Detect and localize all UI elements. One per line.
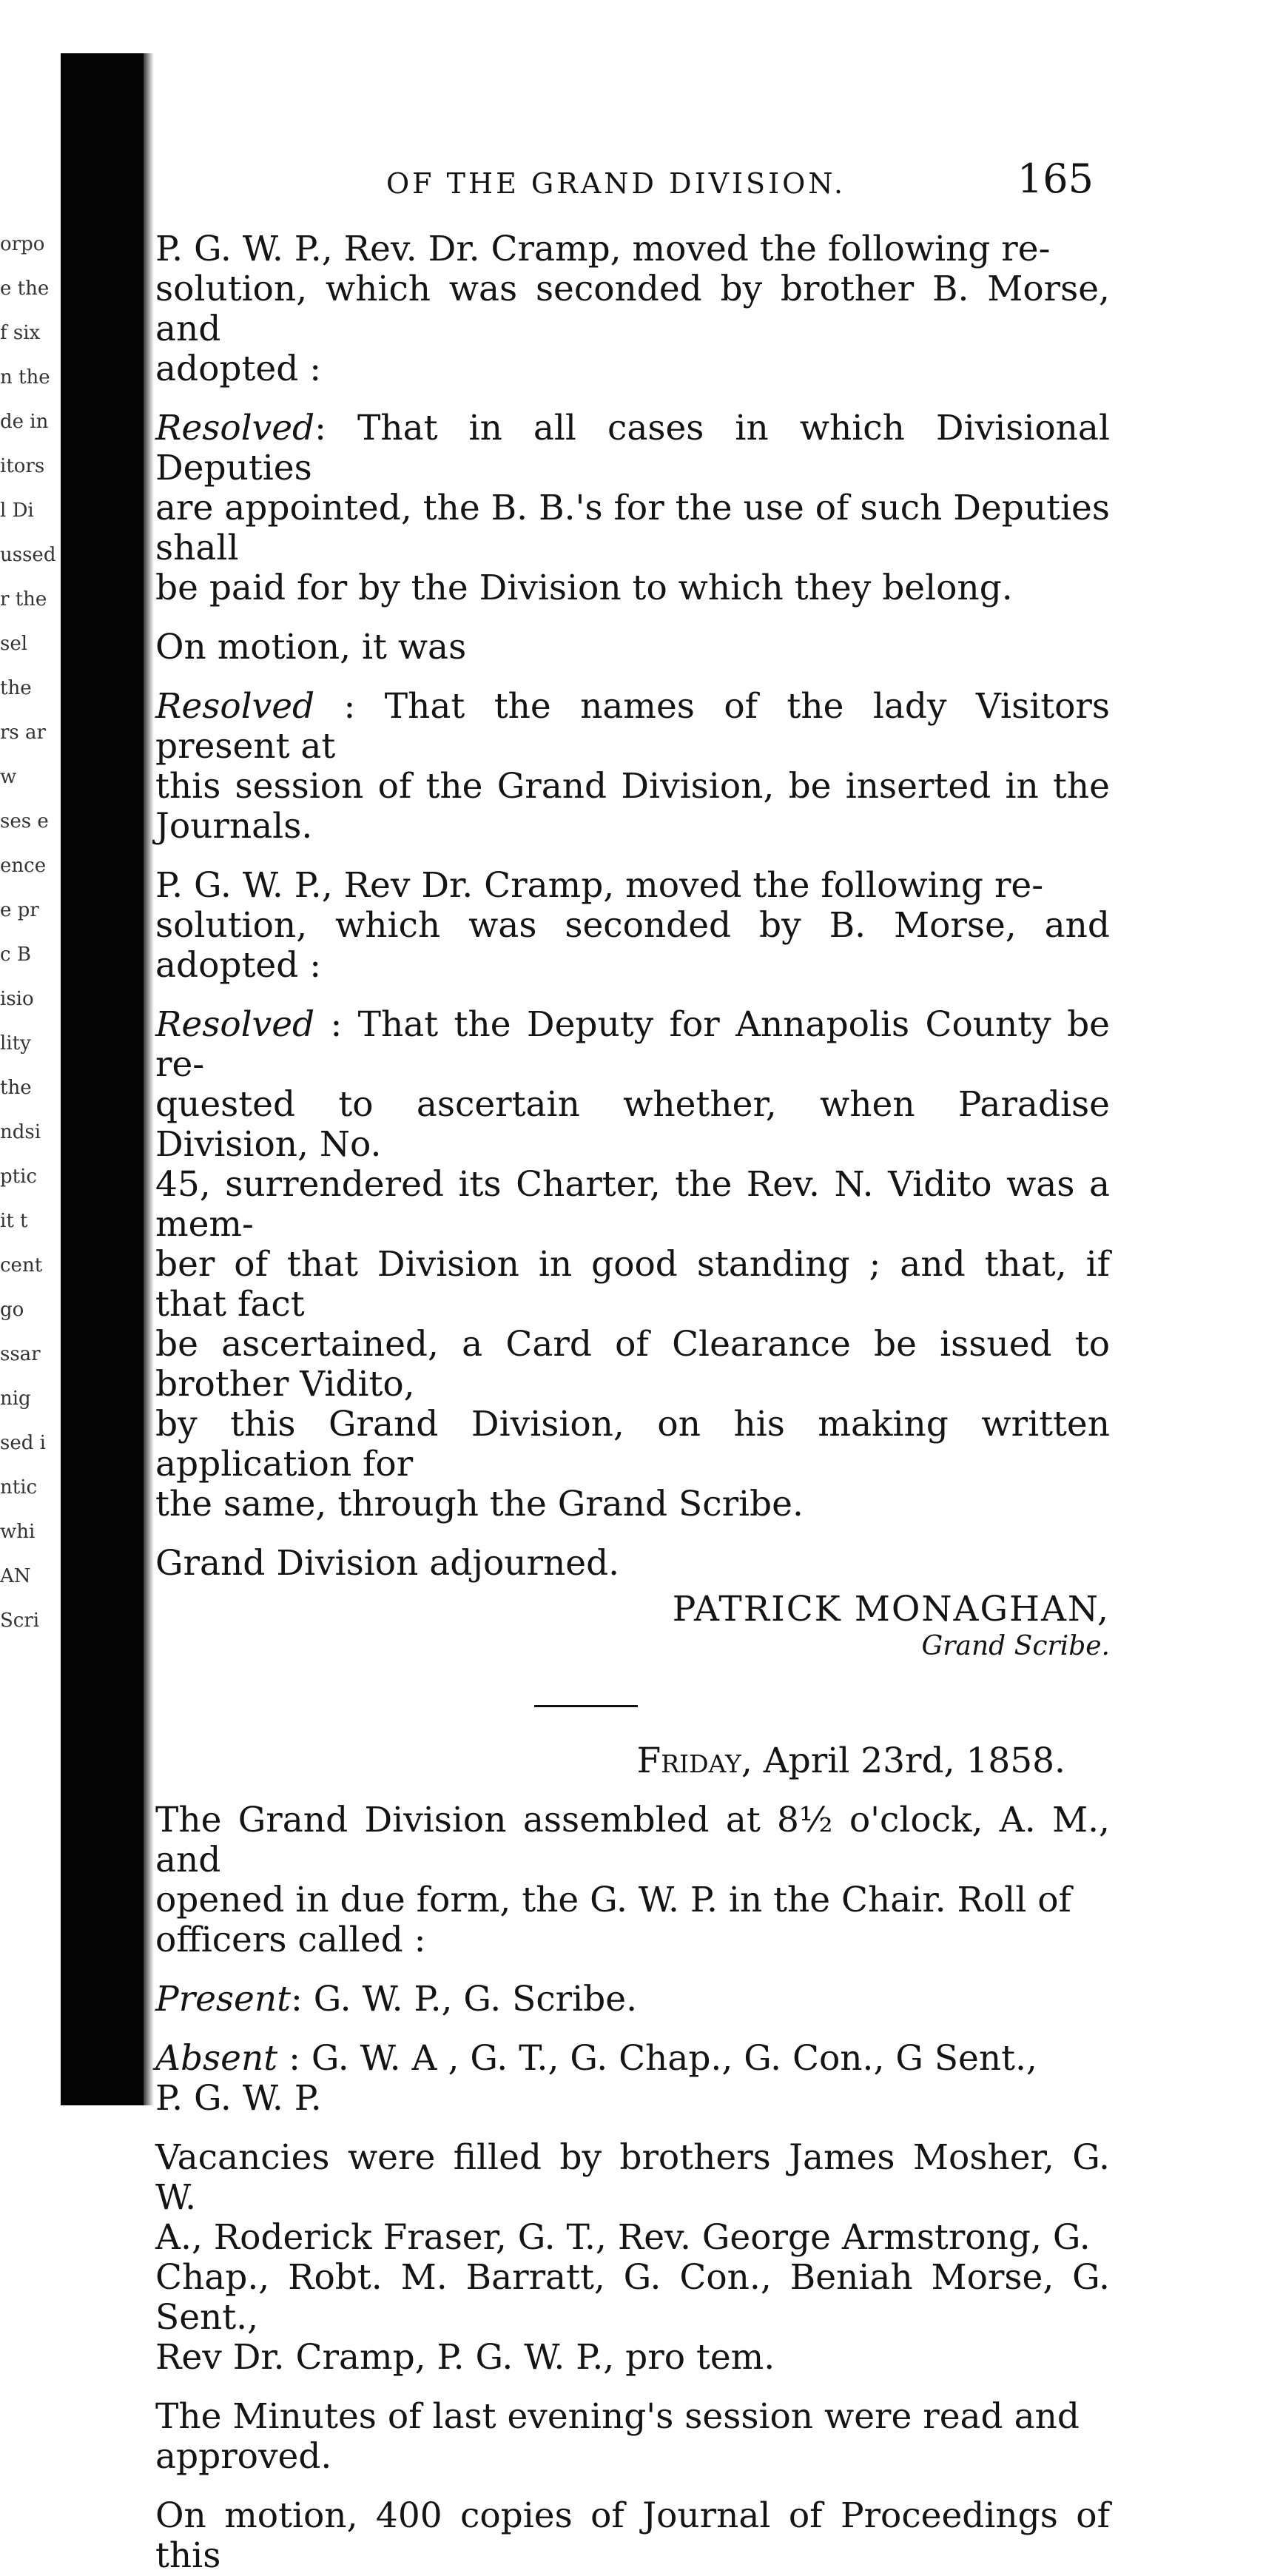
text-line bbox=[155, 2039, 1110, 2079]
bleed-fragment: nig bbox=[0, 1388, 31, 1410]
labeled-paragraph bbox=[155, 408, 1110, 608]
line-text: officers called : bbox=[155, 1920, 426, 1960]
text-line bbox=[155, 1980, 1110, 2020]
line-text: by this Grand Division, on his making written application for bbox=[155, 1404, 1110, 1484]
line-text: be ascertained, a Card of Clearance be issued to brother Vidito, bbox=[155, 1324, 1110, 1405]
bleed-fragment: rs ar bbox=[0, 722, 46, 744]
bleed-fragment: itors bbox=[0, 455, 45, 477]
paragraph-label: Present bbox=[155, 1979, 291, 2020]
bleed-fragment: Scri bbox=[0, 1610, 40, 1632]
left-margin-bleed-text bbox=[0, 222, 68, 1643]
bleed-fragment: ndsi bbox=[0, 1121, 41, 1143]
line-text: On motion, it was bbox=[155, 627, 467, 667]
line-text: 45, surrendered its Charter, the Rev. N. Vidito was a mem- bbox=[155, 1164, 1110, 1245]
line-text: are appointed, the B. B.'s for the use of such Deputies shall bbox=[155, 488, 1110, 568]
dateline bbox=[155, 1741, 1065, 1781]
line-text: Vacancies were filled by brothers James Mosher, G. W. bbox=[155, 2137, 1110, 2218]
bleed-fragment: isio bbox=[0, 988, 34, 1010]
text-line bbox=[155, 229, 1110, 269]
text-line bbox=[155, 1245, 1110, 1325]
page-number: 165 bbox=[1017, 155, 1094, 202]
bleed-fragment: e pr bbox=[0, 899, 39, 921]
line-text: On motion, 400 copies of Journal of Proceedings of this bbox=[155, 2495, 1110, 2576]
paragraph bbox=[155, 2496, 1110, 2576]
text-line bbox=[155, 2138, 1110, 2218]
text-line bbox=[155, 628, 1110, 667]
bleed-fragment: l Di bbox=[0, 500, 34, 522]
text-line bbox=[155, 1405, 1110, 1484]
labeled-paragraph bbox=[155, 687, 1110, 847]
text-line bbox=[155, 2496, 1110, 2576]
bleed-fragment: w bbox=[0, 766, 17, 788]
text-line bbox=[155, 2218, 1110, 2258]
line-text: solution, which was seconded by B. Morse, and adopted : bbox=[155, 905, 1110, 986]
paragraph-label: Resolved bbox=[155, 1004, 315, 1045]
running-head: OF THE GRAND DIVISION. bbox=[386, 167, 846, 200]
bleed-fragment: the bbox=[0, 1077, 32, 1099]
text-line bbox=[155, 2258, 1110, 2338]
line-text: the same, through the Grand Scribe. bbox=[155, 1484, 804, 1524]
paragraph bbox=[155, 628, 1110, 667]
paragraph-label: Resolved bbox=[155, 686, 315, 727]
text-line bbox=[155, 1005, 1110, 1085]
line-text: P. G. W. P. bbox=[155, 2078, 322, 2119]
paragraph bbox=[155, 866, 1110, 986]
page-text bbox=[155, 229, 1110, 2576]
labeled-paragraph bbox=[155, 2039, 1110, 2119]
line-text: this session of the Grand Division, be inserted in the Journals. bbox=[155, 766, 1110, 847]
text-line bbox=[155, 488, 1110, 568]
text-line bbox=[155, 1165, 1110, 1245]
bleed-fragment: go bbox=[0, 1299, 24, 1321]
signature-name: PATRICK MONAGHAN, bbox=[672, 1589, 1110, 1630]
bleed-fragment: ptic bbox=[0, 1166, 37, 1188]
bleed-fragment: c B bbox=[0, 944, 31, 966]
text-line bbox=[155, 1085, 1110, 1165]
paragraph bbox=[155, 2397, 1110, 2477]
bleed-fragment: AN bbox=[0, 1565, 31, 1587]
text-line bbox=[155, 2397, 1110, 2437]
text-line bbox=[155, 269, 1110, 349]
dateline-day: Friday bbox=[636, 1741, 741, 1781]
text-line bbox=[155, 1325, 1110, 1405]
line-text: : G. W. P., G. Scribe. bbox=[291, 1979, 638, 2020]
line-text: opened in due form, the G. W. P. in the Chair. Roll of bbox=[155, 1880, 1071, 1920]
text-line bbox=[155, 1800, 1110, 1880]
text-line bbox=[155, 1880, 1110, 1920]
bleed-fragment: orpo bbox=[0, 233, 45, 255]
line-text: be paid for by the Division to which they belong. bbox=[155, 568, 1013, 608]
minutes-section-2 bbox=[155, 1800, 1110, 2576]
bleed-fragment: ntic bbox=[0, 1476, 38, 1499]
bleed-fragment: it t bbox=[0, 1210, 28, 1232]
line-text: : That the Deputy for Annapolis County be re- bbox=[155, 1004, 1110, 1085]
text-line bbox=[155, 1544, 1110, 1584]
line-text: P. G. W. P., Rev Dr. Cramp, moved the following re- bbox=[155, 865, 1044, 906]
labeled-paragraph bbox=[155, 1005, 1110, 1524]
bleed-fragment: cent bbox=[0, 1254, 43, 1277]
labeled-paragraph bbox=[155, 1980, 1110, 2020]
bleed-fragment: lity bbox=[0, 1032, 31, 1055]
text-line bbox=[155, 1484, 1110, 1524]
line-text: : That the names of the lady Visitors present at bbox=[155, 686, 1110, 767]
binding-edge bbox=[144, 53, 154, 2105]
text-line bbox=[155, 2338, 1110, 2378]
text-line bbox=[155, 2079, 1110, 2119]
signature-title: Grand Scribe. bbox=[921, 1631, 1110, 1661]
line-text: approved. bbox=[155, 2436, 332, 2477]
bleed-fragment: de in bbox=[0, 411, 49, 433]
line-text: A., Roderick Fraser, G. T., Rev. George Armstrong, G. bbox=[155, 2217, 1091, 2258]
line-text: Chap., Robt. M. Barratt, G. Con., Beniah Morse, G. Sent., bbox=[155, 2257, 1110, 2338]
bleed-fragment: ence bbox=[0, 855, 47, 877]
bleed-fragment: the bbox=[0, 677, 32, 699]
text-line bbox=[155, 687, 1110, 767]
line-text: adopted : bbox=[155, 349, 322, 389]
paragraph bbox=[155, 1544, 1110, 1584]
bleed-fragment: whi bbox=[0, 1521, 36, 1543]
paragraph-label: Absent bbox=[155, 2038, 278, 2079]
paragraph bbox=[155, 2138, 1110, 2378]
paragraph bbox=[155, 1800, 1110, 1960]
section-divider bbox=[534, 1705, 638, 1707]
bleed-fragment: ses e bbox=[0, 810, 49, 833]
bleed-fragment: r the bbox=[0, 588, 47, 611]
bleed-fragment: ussed bbox=[0, 544, 56, 566]
bleed-fragment: n the bbox=[0, 366, 50, 389]
text-line bbox=[155, 866, 1110, 906]
text-line bbox=[155, 408, 1110, 488]
text-line bbox=[155, 2437, 1110, 2477]
text-line bbox=[155, 1920, 1110, 1960]
text-line bbox=[155, 767, 1110, 847]
text-line bbox=[155, 349, 1110, 389]
line-text: P. G. W. P., Rev. Dr. Cramp, moved the following re- bbox=[155, 229, 1051, 269]
bleed-fragment: f six bbox=[0, 322, 41, 344]
line-text: The Minutes of last evening's session were read and bbox=[155, 2396, 1080, 2437]
line-text: solution, which was seconded by brother B. Morse, and bbox=[155, 269, 1110, 349]
line-text: Rev Dr. Cramp, P. G. W. P., pro tem. bbox=[155, 2337, 775, 2378]
line-text: : That in all cases in which Divisional Deputies bbox=[155, 408, 1110, 488]
text-line bbox=[155, 568, 1110, 608]
line-text: Grand Division adjourned. bbox=[155, 1543, 620, 1584]
paragraph bbox=[155, 229, 1110, 389]
bleed-fragment: e the bbox=[0, 278, 50, 300]
line-text: The Grand Division assembled at 8½ o'clock, A. M., and bbox=[155, 1800, 1110, 1880]
line-text: ber of that Division in good standing ; and that, if that fact bbox=[155, 1244, 1110, 1325]
dateline-date: , April 23rd, 1858. bbox=[741, 1741, 1065, 1781]
line-text: quested to ascertain whether, when Paradise Division, No. bbox=[155, 1084, 1110, 1165]
paragraph-label: Resolved bbox=[155, 408, 315, 448]
bleed-fragment: ssar bbox=[0, 1343, 41, 1365]
bleed-fragment: sed i bbox=[0, 1432, 46, 1454]
bleed-fragment: sel bbox=[0, 633, 28, 655]
book-binding-shadow bbox=[61, 53, 144, 2105]
text-line bbox=[155, 906, 1110, 986]
page-header bbox=[155, 155, 1110, 207]
minutes-section-1 bbox=[155, 229, 1110, 1584]
line-text: : G. W. A , G. T., G. Chap., G. Con., G Sent., bbox=[277, 2038, 1037, 2079]
